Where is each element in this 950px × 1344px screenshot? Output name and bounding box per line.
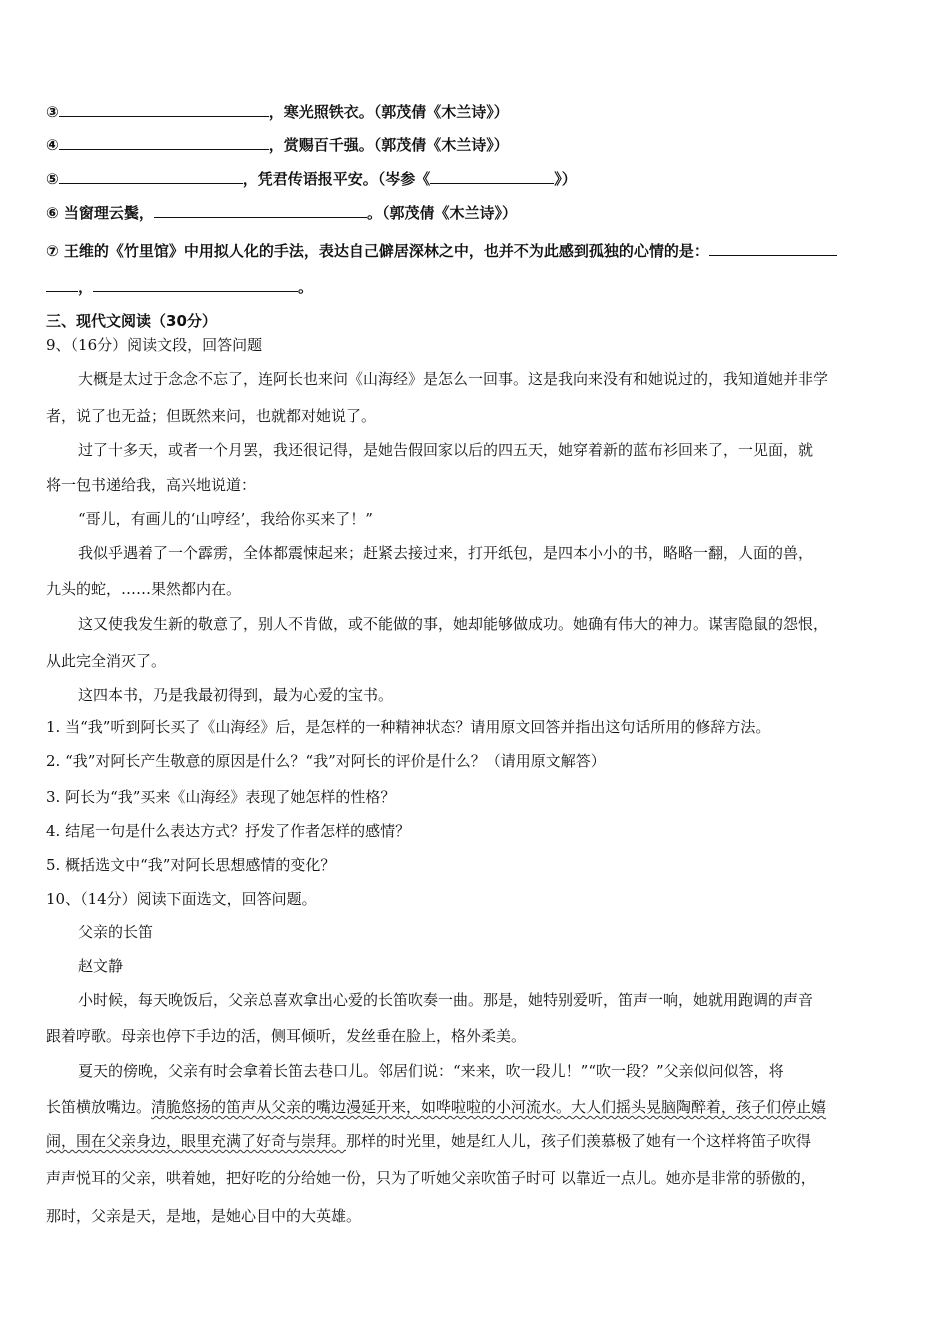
q7-comma: ， [78, 278, 94, 296]
q10-passage-line: 跟着哼歌。母亲也停下手边的活，侧耳倾听，发丝垂在脸上，格外柔美。 [46, 1027, 527, 1045]
q9-passage-line: 将一包书递给我，高兴地说道： [46, 476, 257, 494]
q9-question: 4. 结尾一句是什么表达方式？抒发了作者怎样的感情？ [46, 822, 411, 840]
q9-passage-line: 这四本书，乃是我最初得到，最为心爱的宝书。 [78, 686, 394, 704]
q6-blank[interactable] [154, 202, 367, 218]
q5-number: ⑤ [46, 170, 59, 188]
fill-in-q6 [46, 202, 517, 224]
q10-passage-line: 小时候，每天晚饭后，父亲总喜欢拿出心爱的长笛吹奏一曲。那是，她特别爱听，笛声一响，她就用跑调的声音 [78, 991, 814, 1009]
q9-passage-line: 者，说了也无益；但既然来问，也就都对她说了。 [46, 407, 377, 425]
q9-question: 2. “我”对阿长产生敬意的原因是什么？“我”对阿长的评价是什么？（请用原文解答） [46, 752, 606, 770]
q5-source-blank[interactable] [430, 168, 554, 184]
section-title: 三、现代文阅读（30分） [46, 312, 217, 330]
q10-passage-line: 那时，父亲是天，是地，是她心目中的大英雄。 [46, 1207, 362, 1225]
q7-blank-1b[interactable] [46, 276, 78, 292]
wavy-underlined-text: 清脆悠扬的笛声从父亲的嘴边漫延开来，如哗啦啦的小河流水。 [151, 1098, 572, 1116]
q3-blank[interactable] [59, 101, 269, 117]
fill-in-q3 [46, 101, 509, 123]
wavy-underlined-text: 大人们摇头晃脑陶醉着，孩子们停止嬉 [571, 1098, 827, 1116]
q9-passage-line: 我似乎遇着了一个霹雳，全体都震悚起来；赶紧去接过来，打开纸包，是四本小小的书，略略一翻，人面的兽， [78, 544, 814, 562]
q10-passage-line: 夏天的傍晚，父亲有时会拿着长笛去巷口儿。邻居们说：“来来，吹一段儿！”“吹一段？”父亲似问似答，将 [78, 1062, 784, 1080]
q6-text: 。（郭茂倩《木兰诗》） [366, 204, 517, 222]
q9-passage-line: 大概是太过于念念不忘了，连阿长也来问《山海经》是怎么一回事。这是我向来没有和她说过的，我知道她并非学 [78, 370, 829, 388]
wavy-underlined-text: 闹，围在父亲身边，眼里充满了好奇与崇拜。 [46, 1132, 347, 1150]
q7-end: 。 [298, 278, 314, 296]
q7-blank-2[interactable] [93, 276, 298, 292]
article-title: 父亲的长笛 [78, 923, 154, 941]
q9-question: 5. 概括选文中“我”对阿长思想感情的变化？ [46, 856, 336, 874]
q10-passage-line [46, 1096, 826, 1118]
fill-in-q4 [46, 134, 509, 156]
q4-number: ④ [46, 136, 59, 154]
q9-passage-line: “哥儿，有画儿的‘山哼经’，我给你买来了！” [78, 510, 373, 528]
q9-passage-line: 从此完全消灭了。 [46, 652, 167, 670]
q9-question: 1. 当“我”听到阿长买了《山海经》后，是怎样的一种精神状态？请用原文回答并指出这句话所用的修辞方法。 [46, 718, 771, 736]
q7-text: ⑦ 王维的《竹里馆》中用拟人化的手法，表达自己僻居深林之中，也并不为此感到孤独的心情的是： [46, 242, 709, 260]
passage-text: 那样的时光里，她是红人儿，孩子们羡慕极了她有一个这样将笛子吹得 [346, 1132, 812, 1150]
passage-text: 长笛横放嘴边。 [46, 1098, 152, 1116]
q10-passage-line [46, 1130, 811, 1152]
fill-in-q7-cont [46, 276, 313, 298]
q9-question: 3. 阿长为“我”买来《山海经》表现了她怎样的性格？ [46, 788, 396, 806]
fill-in-q5 [46, 168, 577, 190]
q3-text: ，寒光照铁衣。（郭茂倩《木兰诗》） [268, 103, 509, 121]
q9-passage-line: 九头的蛇，……果然都内在。 [46, 580, 242, 598]
fill-in-q7 [46, 240, 837, 262]
q9-heading: 9、（16分）阅读文段，回答问题 [46, 336, 263, 354]
q9-passage-line: 这又使我发生新的敬意了，别人不肯做，或不能做的事，她却能够做成功。她确有伟大的神力。谋害隐鼠的怨恨， [78, 615, 829, 633]
q10-heading: 10、（14分）阅读下面选文，回答问题。 [46, 890, 317, 908]
q4-blank[interactable] [59, 134, 269, 150]
q5-text-end: 》） [554, 170, 577, 188]
q7-blank-1a[interactable] [709, 240, 837, 256]
q3-number: ③ [46, 103, 59, 121]
article-author: 赵文静 [78, 957, 124, 975]
q5-text: ，凭君传语报平安。（岑参《 [242, 170, 431, 188]
q9-passage-line: 过了十多天，或者一个月罢，我还很记得，是她告假回家以后的四五天，她穿着新的蓝布衫回来了，一见面，就 [78, 441, 814, 459]
q10-passage-line: 声声悦耳的父亲，哄着她，把好吃的分给她一份，只为了听她父亲吹笛子时可 以靠近一点儿。她亦是非常的骄傲的， [46, 1169, 816, 1187]
q5-blank[interactable] [59, 168, 243, 184]
q4-text: ，赏赐百千强。（郭茂倩《木兰诗》） [268, 136, 509, 154]
q6-number: ⑥ 当窗理云鬓， [46, 204, 154, 222]
